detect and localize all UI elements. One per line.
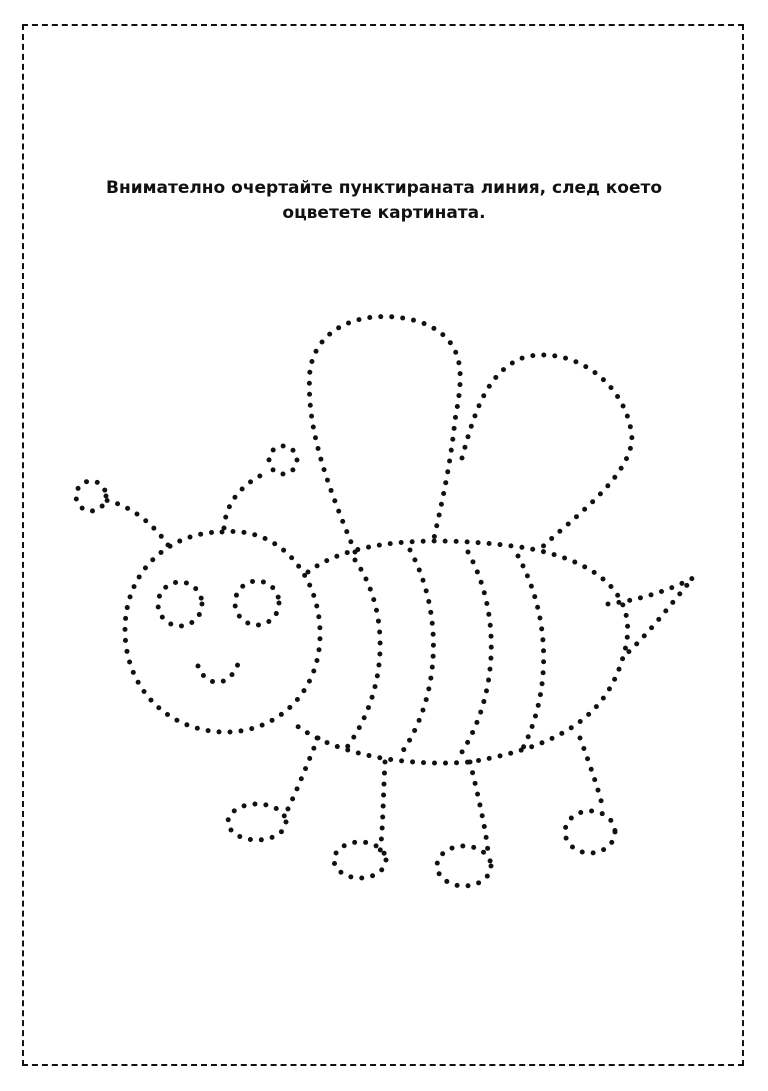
bee-antenna-right	[224, 472, 268, 528]
bee-wing-right	[462, 355, 632, 552]
bee-leg-4	[580, 738, 603, 808]
bee-stripe-1	[345, 560, 380, 750]
bee-wing-top	[309, 317, 460, 552]
bee-stripe-4	[518, 556, 544, 750]
bee-body	[290, 541, 628, 763]
bee-antenna-right-tip	[269, 446, 297, 474]
bee-stripe-2	[400, 550, 433, 755]
bee-smile	[198, 664, 238, 682]
bee-foot-3	[437, 846, 491, 886]
bee-foot-2	[334, 842, 386, 878]
bee-leg-3	[470, 762, 488, 852]
bee-stripe-3	[458, 552, 491, 758]
bee-eye-right	[235, 581, 279, 625]
bee-antenna-left-tip	[76, 481, 106, 511]
bee-head	[125, 532, 320, 733]
bee-eye-left	[158, 582, 202, 626]
bee-stinger	[608, 578, 693, 658]
bee-foot-1	[228, 804, 286, 840]
bee-antenna-left	[105, 500, 168, 545]
bee-leg-1	[285, 738, 318, 815]
worksheet-instruction: Внимателно очертайте пунктираната линия, след което оцветете картината.	[105, 178, 663, 223]
bee-leg-2	[380, 762, 385, 852]
bee-foot-4	[565, 811, 615, 853]
